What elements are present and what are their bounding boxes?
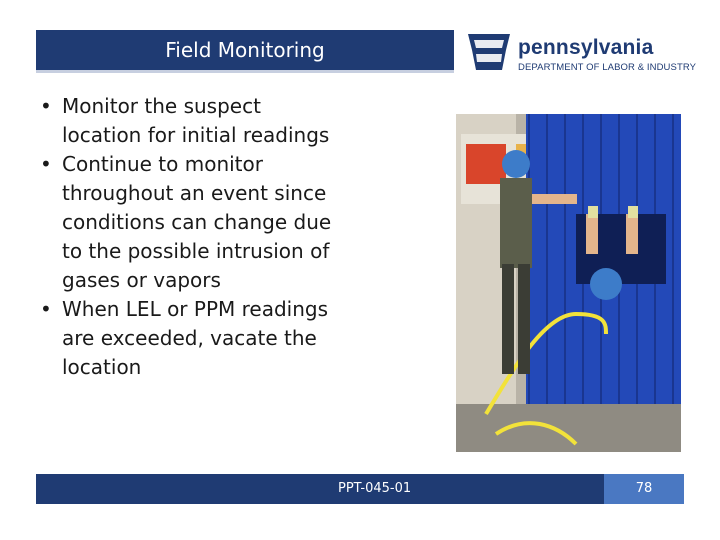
bullet-text: When LEL or PPM readings are exceeded, vacate the location [62, 297, 329, 379]
worker-photo-icon [456, 114, 681, 452]
slide-title: Field Monitoring [165, 38, 325, 62]
bullet-dot: • [40, 297, 52, 321]
pennsylvania-logo [462, 26, 697, 78]
logo-subtitle: DEPARTMENT OF LABOR & INDUSTRY [518, 62, 697, 73]
bullet-item [36, 150, 336, 295]
footer-code: PPT-045-01 [338, 481, 412, 496]
footer-bar [36, 474, 684, 504]
keystone-icon [462, 30, 516, 74]
bullet-dot: • [40, 152, 52, 176]
bullet-text: Continue to monitor throughout an event since conditions can change due to the possible intrusion of gases or vapors [62, 152, 332, 292]
bullet-item [36, 92, 336, 150]
page-number: 78 [604, 474, 684, 504]
bullet-text: Monitor the suspect location for initial readings [62, 94, 330, 147]
title-bar [36, 30, 454, 70]
bullet-item [36, 295, 336, 382]
bullet-list [36, 92, 336, 382]
bullet-dot: • [40, 94, 52, 118]
logo-wordmark: pennsylvania [518, 36, 654, 59]
